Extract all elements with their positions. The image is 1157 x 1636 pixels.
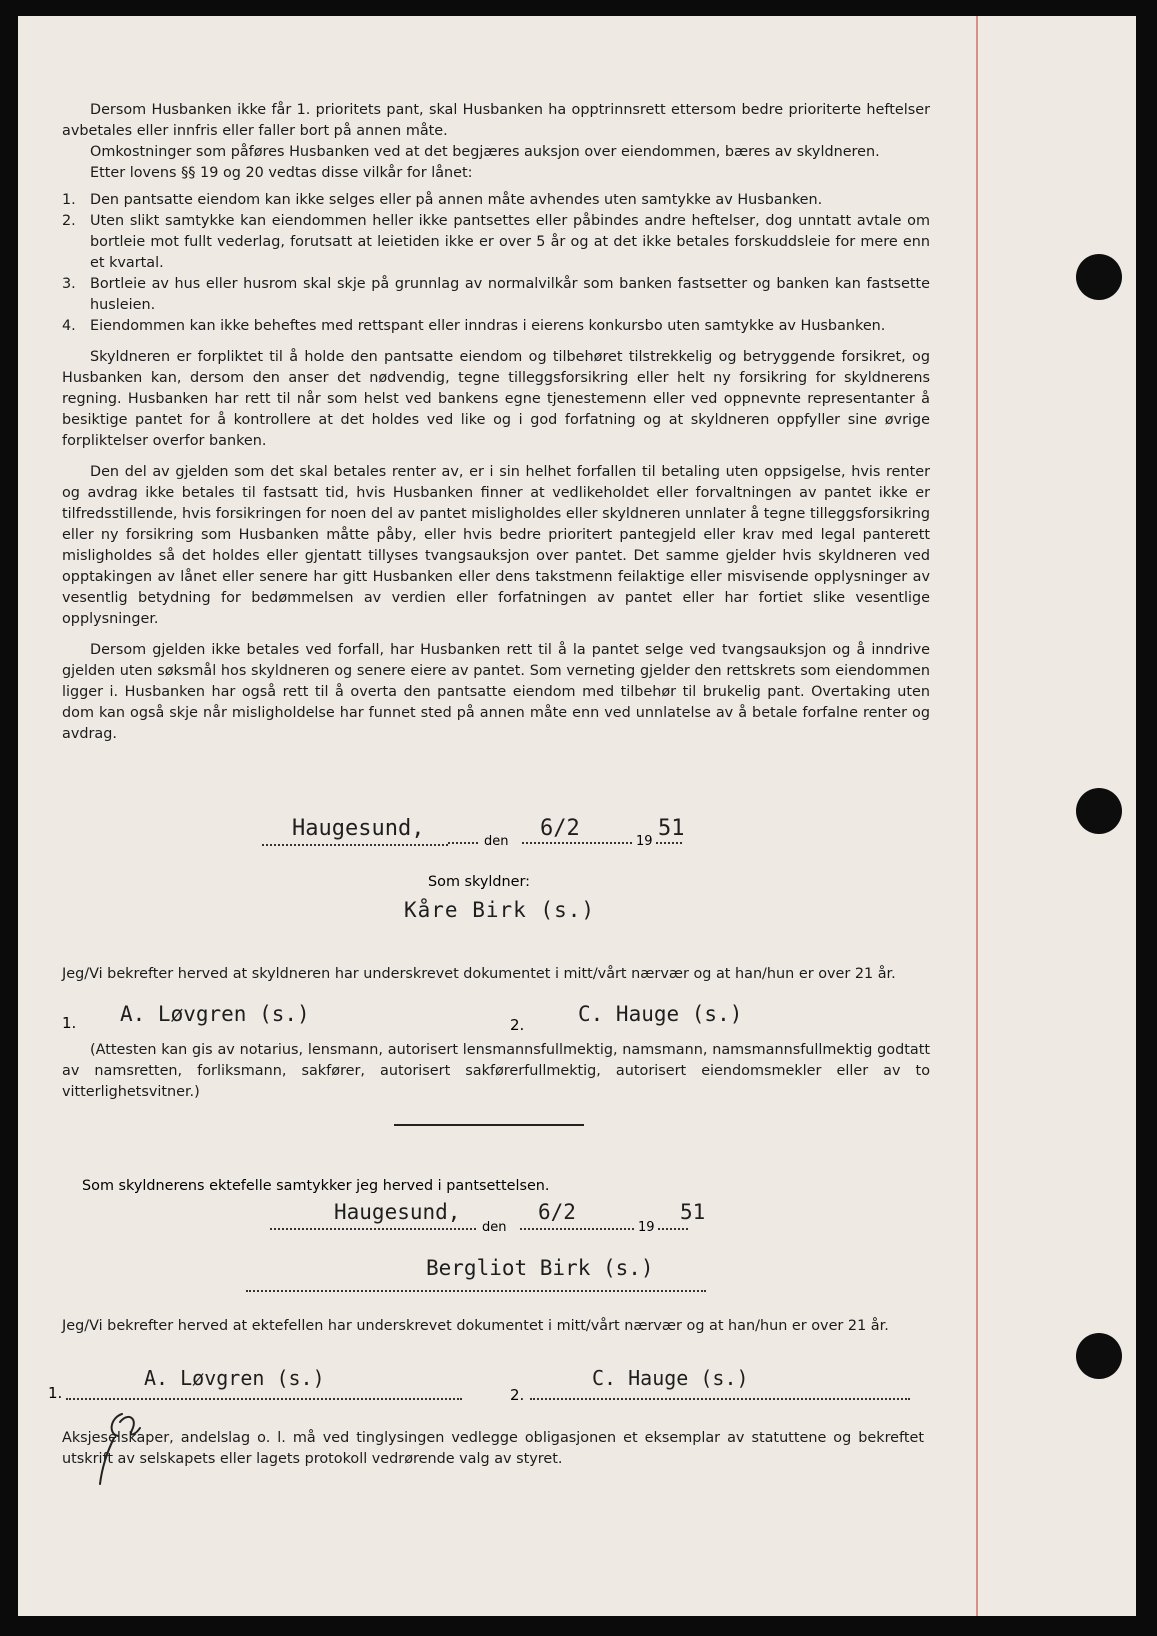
attest-note-text: (Attesten kan gis av notarius, lensmann, autorisert lensmannsfullmektig, namsmann, namsmannsfullmektig godtatt av namsretten, forliksmann, sakfører, autorisert sakførerfullmektig, autorisert eiendomsmekler eller av to vitterlighetsvitner.) <box>62 1042 930 1100</box>
place-line <box>270 1228 476 1230</box>
place-field: Haugesund, <box>292 816 425 841</box>
condition-item <box>62 316 930 337</box>
intro-paragraph: Dersom Husbanken ikke får 1. prioritets pant, skal Husbanken ha opptrinnsrett ettersom bedre prioriterte heftelser avbetales eller innfris eller faller bort på annen måte. <box>62 102 930 139</box>
witness-number: 1. <box>62 1014 77 1032</box>
witness-number: 2. <box>510 1386 525 1404</box>
year-prefix: 19 <box>638 1220 655 1235</box>
punch-hole <box>1076 254 1122 300</box>
witness-name: A. Løvgren (s.) <box>120 1002 310 1026</box>
default-paragraph: Den del av gjelden som det skal betales renter av, er i sin helhet forfallen til betaling uten oppsigelse, hvis renter og avdrag ikke betales til fastsatt tid, hvis Husbanken finner at vedlikeholdet eller forvaltningen av pantet ikke er tilfredsstillende, hvis forsikringen for noen del av pantet misligholdes eller skyldneren unnlater å tegne tilleggsforsikring eller ny forsikring som Husbanken måtte påby, eller hvis bedre prioritert pantegjeld eller krav med legal panterett misligholdes så det holdes eller gjentatt tillyses tvangsauksjon over pantet. Det samme gjelder hvis skyldneren ved opptakingen av lånet eller senere har gitt Husbanken eller dens takstmenn feilaktige eller misvisende opplysninger av vesentlig betydning for bedømmelsen av verdien eller forfatningen av pantet eller har fortiet slike vesentlige opplysninger. <box>62 464 930 627</box>
witness-name: A. Løvgren (s.) <box>144 1366 325 1390</box>
loan-terms-text <box>62 100 930 755</box>
punch-hole <box>1076 788 1122 834</box>
debtor-name: Kåre Birk (s.) <box>404 898 596 922</box>
place-line <box>262 842 448 846</box>
condition-number: 1. <box>62 192 76 208</box>
witness-name: C. Hauge (s.) <box>578 1002 743 1026</box>
condition-item <box>62 211 930 274</box>
attest-note <box>62 1040 930 1103</box>
year-line <box>658 1228 688 1230</box>
witness-line <box>530 1398 910 1400</box>
witness-number: 2. <box>510 1016 525 1034</box>
condition-text: Bortleie av hus eller husrom skal skje på grunnlag av normalvilkår som banken fastsetter og banken kan fastsette husleien. <box>90 276 930 313</box>
dotted-line <box>448 842 478 844</box>
date-line <box>522 842 632 844</box>
place-field: Haugesund, <box>334 1200 461 1224</box>
insurance-paragraph: Skyldneren er forpliktet til å holde den pantsatte eiendom og tilbehøret tilstrekkelig og betryggende forsikret, og Husbanken kan, dersom den anser det nødvendig, tegne tilleggsforsikring eller helt ny forsikring for skyldnerens regning. Husbanken har rett til når som helst ved bankens egne tjenestemenn eller ved oppnevnte representanter å besiktige pantet for å kontrollere at det holdes ved like og i god forfatning og at skyldneren oppfyller sine øvrige forpliktelser overfor banken. <box>62 349 930 449</box>
condition-number: 4. <box>62 318 76 334</box>
intro-paragraph: Omkostninger som påføres Husbanken ved at det begjæres auksjon over eiendommen, bæres av skyldneren. <box>90 144 880 160</box>
margin-line <box>976 16 978 1616</box>
condition-item <box>62 274 930 316</box>
date-field: 6/2 <box>540 816 580 841</box>
spouse-name: Bergliot Birk (s.) <box>426 1256 654 1280</box>
conditions-list <box>62 190 930 337</box>
condition-number: 3. <box>62 276 76 292</box>
witness-statement: Jeg/Vi bekrefter herved at ektefellen har underskrevet dokumentet i mitt/vårt nærvær og at han/hun er over 21 år. <box>62 1318 889 1334</box>
den-label: den <box>482 1220 507 1235</box>
witness-statement: Jeg/Vi bekrefter herved at skyldneren har underskrevet dokumentet i mitt/vårt nærvær og at han/hun er over 21 år. <box>62 966 896 982</box>
condition-number: 2. <box>62 213 76 229</box>
punch-hole <box>1076 1333 1122 1379</box>
witness-line <box>66 1398 462 1400</box>
signature-line <box>246 1290 706 1292</box>
year-suffix: 51 <box>658 816 685 841</box>
condition-text: Den pantsatte eiendom kan ikke selges eller på annen måte avhendes uten samtykke av Husbanken. <box>90 192 823 208</box>
handwritten-initials <box>92 1408 152 1488</box>
year-suffix: 51 <box>680 1200 706 1224</box>
footer-note: Aksjeselskaper, andelslag o. l. må ved tinglysingen vedlegge obligasjonen et eksemplar av statuttene og bekreftet utskrift av selskapets eller lagets protokoll vedrørende valg av styret. <box>62 1430 924 1467</box>
witness-number: 1. <box>48 1384 63 1402</box>
den-label: den <box>484 834 509 849</box>
witness-name: C. Hauge (s.) <box>592 1366 749 1390</box>
year-line <box>656 842 682 844</box>
condition-item <box>62 190 930 211</box>
date-line <box>520 1228 634 1230</box>
condition-text: Uten slikt samtykke kan eiendommen heller ikke pantsettes eller påbindes andre heftelser, dog unntatt avtale om bortleie mot fullt vederlag, forutsatt at leietiden ikke er over 5 år og at det ikke betales forskuddsleie for mere enn et kvartal. <box>90 213 930 271</box>
spouse-consent-text: Som skyldnerens ektefelle samtykker jeg herved i pantsettelsen. <box>82 1178 550 1194</box>
year-prefix: 19 <box>636 834 653 849</box>
enforcement-paragraph: Dersom gjelden ikke betales ved forfall, har Husbanken rett til å la pantet selge ved tvangsauksjon og å inndrive gjelden uten søksmål hos skyldneren og senere eiere av pantet. Som verneting gjelder den rettskrets som eiendommen ligger i. Husbanken har også rett til å overta den pantsatte eiendom med tilbehør til brukelig pant. Overtaking uten dom kan også skje når misligholdelse har funnet sted på annen måte enn ved unnlatelse av å betale forfalne renter og avdrag. <box>62 642 930 742</box>
debtor-role-label: Som skyldner: <box>428 874 530 890</box>
intro-paragraph: Etter lovens §§ 19 og 20 vedtas disse vilkår for lånet: <box>90 165 473 181</box>
separator-rule <box>394 1124 584 1126</box>
condition-text: Eiendommen kan ikke beheftes med rettspant eller inndras i eierens konkursbo uten samtykke av Husbanken. <box>90 318 886 334</box>
date-field: 6/2 <box>538 1200 576 1224</box>
